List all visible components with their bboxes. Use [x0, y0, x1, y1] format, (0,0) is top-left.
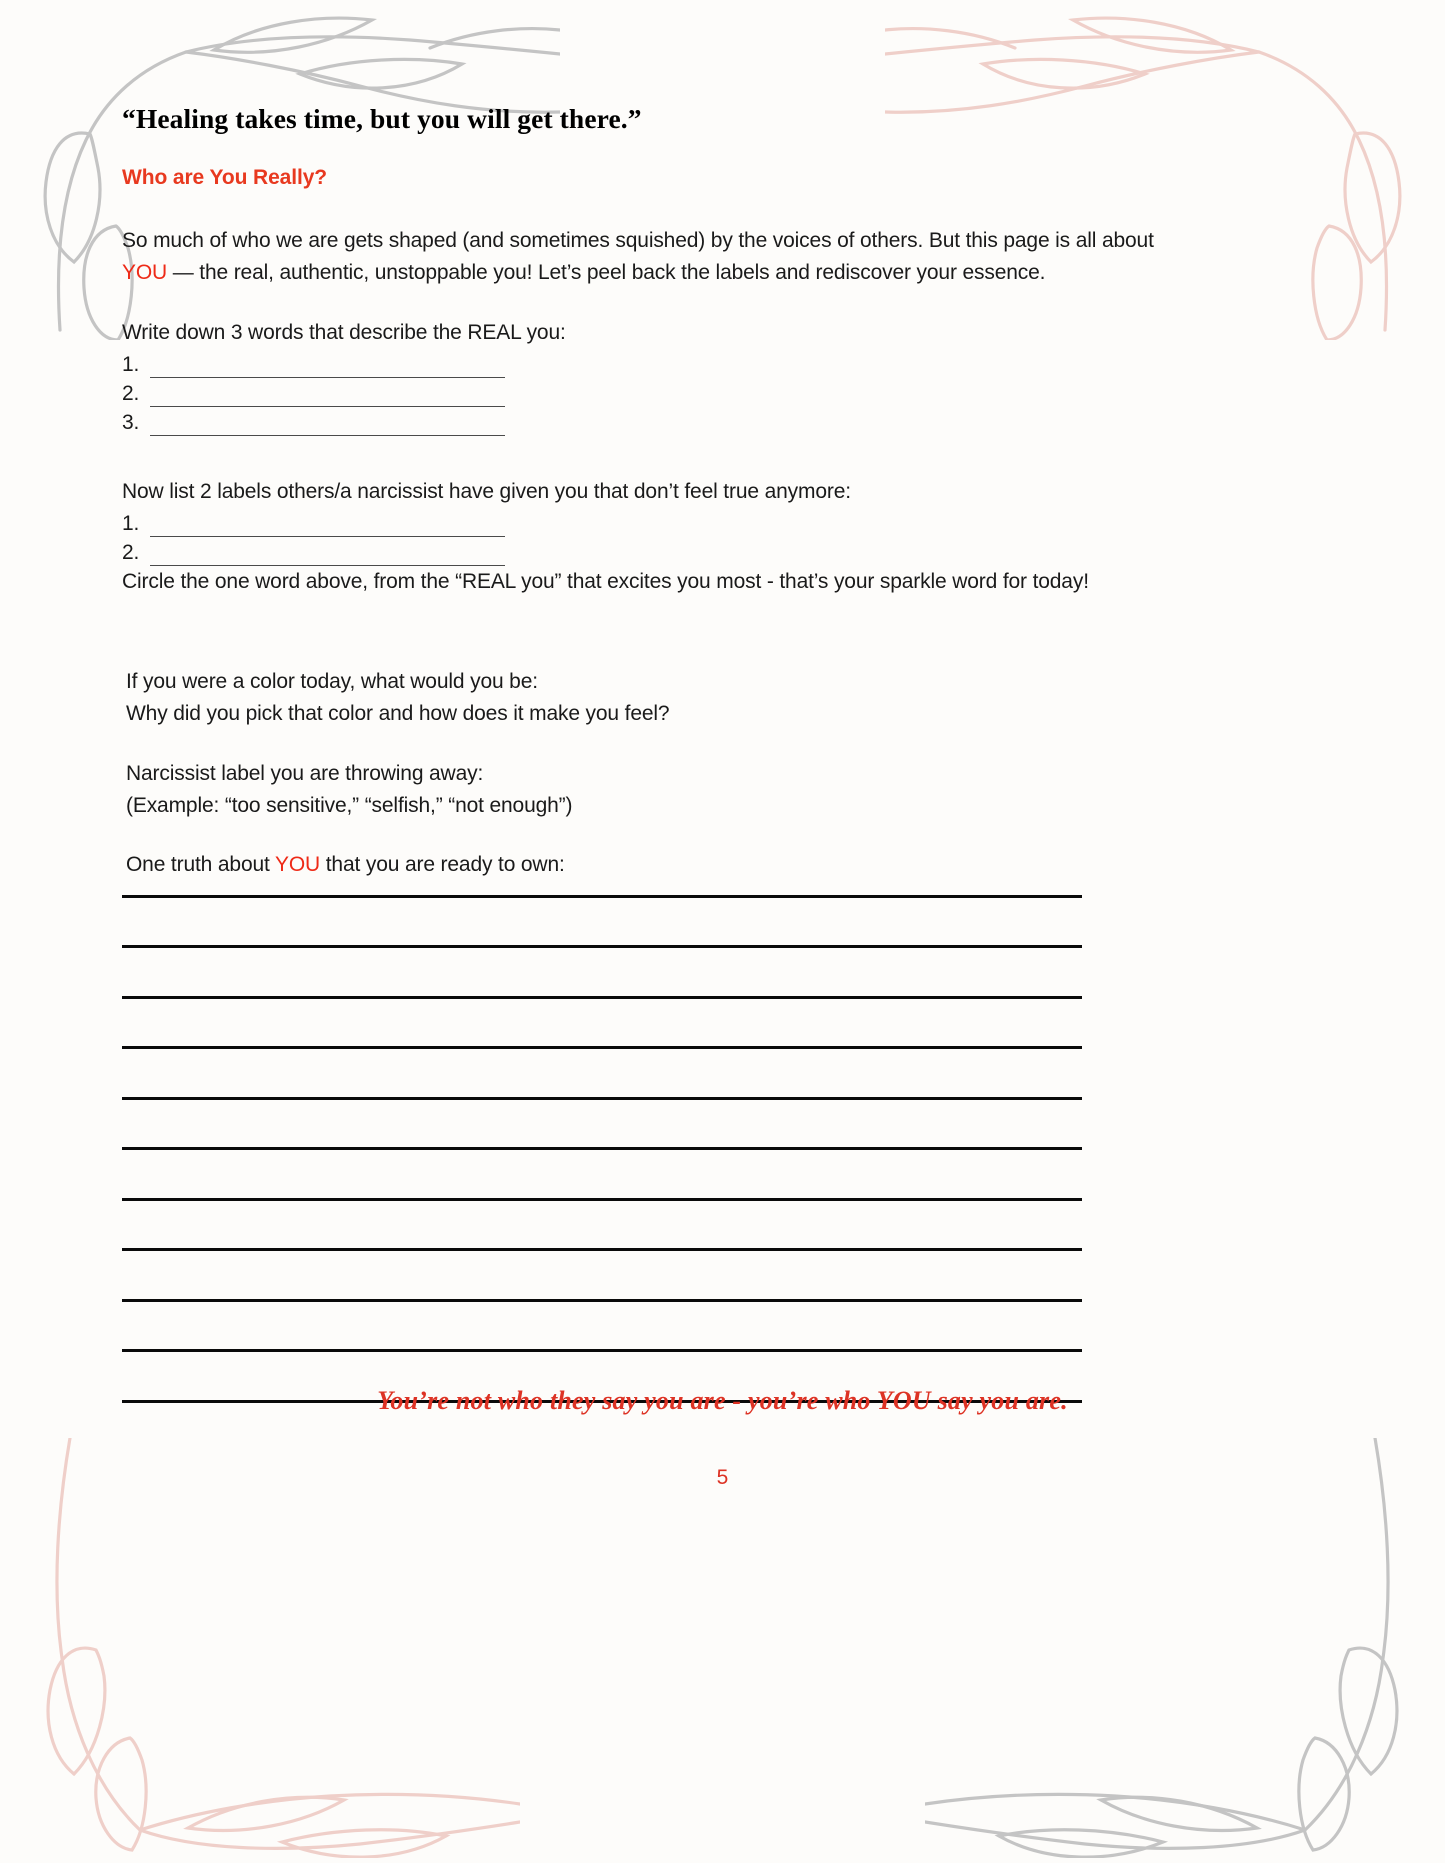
- color-prompt-2: Why did you pick that color and how does it make you feel?: [126, 701, 670, 725]
- narcissist-example: (Example: “too sensitive,” “selfish,” “not enough”): [126, 793, 573, 817]
- label-blank-1[interactable]: [150, 514, 505, 537]
- intro-line-2-after: — the real, authentic, unstoppable you! Let’s peel back the labels and rediscover: [167, 261, 911, 285]
- real-you-blank-1[interactable]: [150, 355, 505, 378]
- writing-line[interactable]: [122, 847, 1082, 898]
- writing-lines-block: [122, 847, 1082, 1403]
- color-prompt-1: If you were a color today, what would you be:: [126, 669, 538, 693]
- label-number-1: 1.: [122, 511, 140, 535]
- real-you-row-3[interactable]: [122, 407, 1162, 436]
- truth-prompt-after: that you are ready to own:: [320, 853, 565, 877]
- writing-line[interactable]: [122, 948, 1082, 999]
- real-you-number-1: 1.: [122, 352, 140, 376]
- truth-highlight-you: YOU: [275, 853, 321, 877]
- real-you-row-1[interactable]: [122, 349, 1162, 378]
- page-title: “Healing takes time, but you will get there.”: [122, 103, 642, 134]
- writing-line[interactable]: [122, 999, 1082, 1050]
- writing-line[interactable]: [122, 1100, 1082, 1151]
- label-row-1[interactable]: [122, 508, 1162, 537]
- intro-line-1: So much of who we are gets shaped (and sometimes squished) by the voices of others. But this page: [122, 229, 1050, 253]
- real-you-number-3: 3.: [122, 410, 140, 434]
- label-number-2: 2.: [122, 540, 140, 564]
- real-you-number-2: 2.: [122, 381, 140, 405]
- writing-line[interactable]: [122, 1201, 1082, 1252]
- label-blank-2[interactable]: [150, 543, 505, 566]
- leaf-vine-ornament-bottom-left-icon: [0, 1438, 520, 1858]
- section-heading: Who are You Really?: [122, 166, 328, 189]
- writing-line[interactable]: [122, 898, 1082, 949]
- writing-line[interactable]: [122, 1049, 1082, 1100]
- label-row-2[interactable]: [122, 537, 1162, 566]
- writing-line[interactable]: [122, 1251, 1082, 1302]
- page-number: 5: [716, 1466, 729, 1489]
- circle-instruction: Circle the one word above, from the “REAL you” that excites you most - that’s your sparkle word for today!: [122, 569, 1089, 593]
- intro-paragraph: [122, 225, 1162, 289]
- prompt-labels: Now list 2 labels others/a narcissist have given you that don’t feel true anymore:: [122, 480, 851, 504]
- real-you-row-2[interactable]: [122, 378, 1162, 407]
- writing-line[interactable]: [122, 1150, 1082, 1201]
- footer-quote: You’re not who they say you are - you’re who YOU say you are.: [377, 1386, 1068, 1415]
- writing-line[interactable]: [122, 1302, 1082, 1353]
- worksheet-content: [122, 0, 1162, 881]
- real-you-blank-3[interactable]: [150, 413, 505, 436]
- leaf-vine-ornament-bottom-right-icon: [925, 1438, 1445, 1858]
- real-you-blank-2[interactable]: [150, 384, 505, 407]
- intro-line-3: your essence.: [916, 261, 1046, 285]
- intro-highlight-you: YOU: [122, 261, 168, 285]
- narcissist-prompt: Narcissist label you are throwing away:: [126, 761, 484, 785]
- truth-prompt-before: One truth about: [126, 853, 275, 877]
- prompt-real-you: Write down 3 words that describe the REAL you:: [122, 321, 566, 345]
- intro-line-2-before: is all about: [1055, 229, 1154, 253]
